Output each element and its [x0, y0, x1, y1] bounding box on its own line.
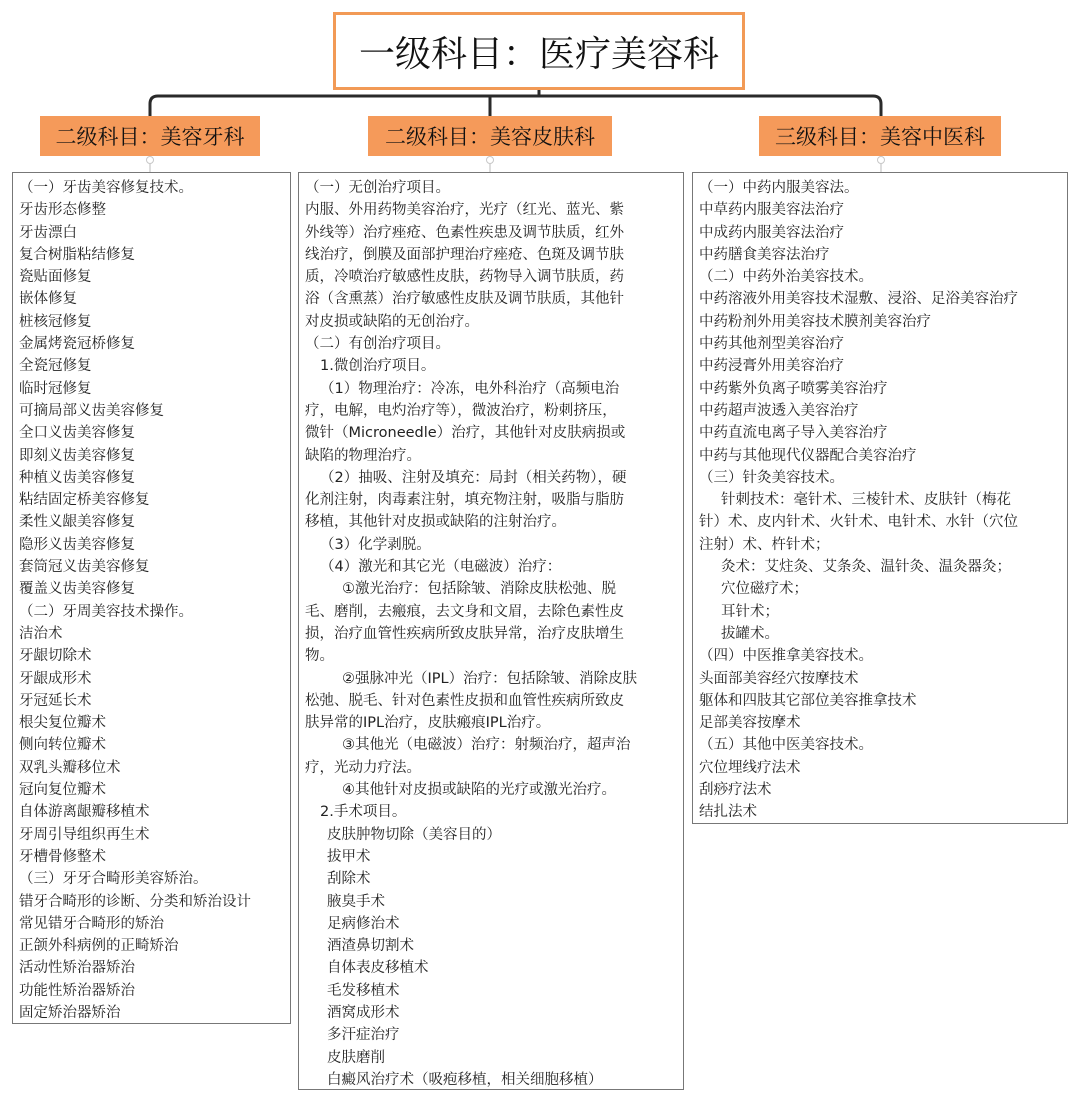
- list-item: ③其他光（电磁波）治疗：射频治疗，超声治: [342, 737, 631, 754]
- list-item: 全口义齿美容修复: [19, 425, 135, 442]
- list-item: 中药直流电离子导入美容治疗: [699, 425, 888, 442]
- list-item: 中药其他剂型美容治疗: [699, 336, 844, 353]
- list-item: 注射）术、杵针术；: [699, 536, 830, 553]
- list-item: 活动性矫治器矫治: [19, 960, 135, 977]
- list-item: 刮除术: [327, 871, 371, 888]
- list-item: 金属烤瓷冠桥修复: [19, 336, 135, 353]
- list-item: （五）其他中医美容技术。: [699, 737, 873, 754]
- list-item: 损，治疗血管性疾病所致皮肤异常，治疗皮肤增生: [305, 625, 624, 642]
- list-item: （3）化学剥脱。: [320, 536, 431, 553]
- list-item: 肤异常的IPL治疗，皮肤瘢痕IPL治疗。: [305, 715, 551, 732]
- branch-dental-title: 二级科目：美容牙科: [40, 116, 260, 156]
- list-item: 耳针术；: [721, 603, 779, 620]
- list-item: 自体表皮移植术: [327, 960, 429, 977]
- list-item: 质，冷喷治疗敏感性皮肤，药物导入调节肤质，药: [305, 269, 624, 286]
- list-item: 疗，电解，电灼治疗等），微波治疗，粉刺挤压，: [305, 402, 617, 419]
- list-item: （四）中医推拿美容技术。: [699, 648, 873, 665]
- list-item: 全瓷冠修复: [19, 358, 92, 375]
- list-item: 中药超声波透入美容治疗: [699, 402, 859, 419]
- list-item: 牙槽骨修整术: [19, 848, 106, 865]
- list-item: 牙周引导组织再生术: [19, 826, 150, 843]
- list-item: （4）激光和其它光（电磁波）治疗：: [320, 559, 562, 576]
- collapse-dot-icon: [486, 156, 494, 164]
- dental-items-panel: [12, 172, 291, 1024]
- list-item: 针）术、皮内针术、火针术、电针术、水针（穴位: [699, 514, 1018, 531]
- list-item: 牙冠延长术: [19, 692, 92, 709]
- list-item: 1.微创治疗项目。: [320, 358, 436, 375]
- list-item: 毛发移植术: [327, 982, 400, 999]
- tcm-items-panel: [692, 172, 1068, 824]
- list-item: 疗，光动力疗法。: [305, 759, 421, 776]
- list-item: ④其他针对皮损或缺陷的光疗或激光治疗。: [342, 782, 616, 799]
- list-item: 松弛、脱毛、针对色素性皮损和血管性疾病所致皮: [305, 692, 624, 709]
- list-item: 腋臭手术: [327, 893, 385, 910]
- list-item: 牙齿形态修整: [19, 202, 106, 219]
- list-item: 中药溶液外用美容技术湿敷、浸浴、足浴美容治疗: [699, 291, 1018, 308]
- list-item: 嵌体修复: [19, 291, 77, 308]
- list-item: 2.手术项目。: [320, 804, 407, 821]
- list-item: 内服、外用药物美容治疗，光疗（红光、蓝光、紫: [305, 202, 624, 219]
- list-item: 中药浸膏外用美容治疗: [699, 358, 844, 375]
- list-item: （二）牙周美容技术操作。: [19, 603, 193, 620]
- list-item: （一）中药内服美容法。: [699, 180, 859, 196]
- list-item: 可摘局部义齿美容修复: [19, 402, 164, 419]
- list-item: 皮肤肿物切除（美容目的）: [327, 826, 501, 843]
- branch-dermatology-title: 二级科目：美容皮肤科: [368, 116, 612, 156]
- list-item: 双乳头瓣移位术: [19, 759, 121, 776]
- list-item: 缺陷的物理治疗。: [305, 447, 421, 464]
- list-item: ②强脉冲光（IPL）治疗：包括除皱、消除皮肤: [342, 670, 638, 687]
- list-item: 拔罐术。: [721, 625, 779, 642]
- list-item: 灸术：艾炷灸、艾条灸、温针灸、温灸器灸；: [721, 559, 1011, 576]
- list-item: 物。: [305, 648, 334, 665]
- list-item: 桩核冠修复: [19, 313, 92, 330]
- list-item: 头面部美容经穴按摩技术: [699, 670, 859, 687]
- list-item: 中药粉剂外用美容技术膜剂美容治疗: [699, 313, 931, 330]
- list-item: 柔性义龈美容修复: [19, 514, 135, 531]
- list-item: 隐形义齿美容修复: [19, 536, 135, 553]
- list-item: 临时冠修复: [19, 380, 92, 397]
- list-item: 酒窝成形术: [327, 1004, 400, 1021]
- collapse-dot-icon: [877, 156, 885, 164]
- list-item: 外线等）治疗痤疮、色素性疾患及调节肤质，红外: [305, 224, 624, 241]
- list-item: （1）物理治疗：冷冻，电外科治疗（高频电治: [320, 380, 620, 397]
- list-item: 酒渣鼻切割术: [327, 938, 414, 955]
- list-item: （一）无创治疗项目。: [305, 180, 450, 196]
- list-item: 根尖复位瓣术: [19, 715, 106, 732]
- list-item: 毛、磨削，去瘢痕，去文身和文眉，去除色素性皮: [305, 603, 624, 620]
- list-item: （三）针灸美容技术。: [699, 469, 844, 486]
- list-item: 复合树脂粘结修复: [19, 246, 135, 263]
- list-item: 牙龈切除术: [19, 648, 92, 665]
- list-item: 多汗症治疗: [327, 1027, 400, 1044]
- list-item: 拔甲术: [327, 848, 371, 865]
- list-item: 冠向复位瓣术: [19, 782, 106, 799]
- list-item: 牙齿漂白: [19, 224, 77, 241]
- list-item: 中药膳食美容法治疗: [699, 246, 830, 263]
- list-item: 侧向转位瓣术: [19, 737, 106, 754]
- list-item: （2）抽吸、注射及填充：局封（相关药物），硬: [320, 469, 627, 486]
- list-item: 瓷贴面修复: [19, 269, 92, 286]
- list-item: 粘结固定桥美容修复: [19, 492, 150, 509]
- dermatology-items-panel: [298, 172, 684, 1090]
- list-item: 足病修治术: [327, 915, 400, 932]
- list-item: 自体游离龈瓣移植术: [19, 804, 150, 821]
- list-item: 对皮损或缺陷的无创治疗。: [305, 313, 479, 330]
- list-item: 穴位埋线疗法术: [699, 759, 801, 776]
- list-item: 牙龈成形术: [19, 670, 92, 687]
- list-item: 即刻义齿美容修复: [19, 447, 135, 464]
- list-item: 中药与其他现代仪器配合美容治疗: [699, 447, 917, 464]
- list-item: 躯体和四肢其它部位美容推拿技术: [699, 692, 917, 709]
- list-item: 中成药内服美容法治疗: [699, 224, 844, 241]
- list-item: 结扎法术: [699, 804, 757, 821]
- list-item: 洁治术: [19, 625, 63, 642]
- root-node-title: 一级科目：医疗美容科: [333, 12, 745, 90]
- list-item: 白癜风治疗术（吸疱移植，相关细胞移植）: [327, 1071, 603, 1088]
- list-item: 刮痧疗法术: [699, 782, 772, 799]
- list-item: 化剂注射，肉毒素注射，填充物注射，吸脂与脂肪: [305, 492, 624, 509]
- list-item: 覆盖义齿美容修复: [19, 581, 135, 598]
- list-item: 移植，其他针对皮损或缺陷的注射治疗。: [305, 514, 566, 531]
- list-item: 种植义齿美容修复: [19, 469, 135, 486]
- list-item: 浴（含熏蒸）治疗敏感性皮肤及调节肤质，其他针: [305, 291, 624, 308]
- list-item: （三）牙牙合畸形美容矫治。: [19, 871, 208, 888]
- list-item: 套筒冠义齿美容修复: [19, 559, 150, 576]
- list-item: 皮肤磨削: [327, 1049, 385, 1066]
- collapse-dot-icon: [146, 156, 154, 164]
- list-item: 针刺技术：毫针术、三棱针术、皮肤针（梅花: [721, 492, 1011, 509]
- list-item: 固定矫治器矫治: [19, 1004, 121, 1021]
- list-item: 穴位磁疗术；: [721, 581, 808, 598]
- list-item: 中药紫外负离子喷雾美容治疗: [699, 380, 888, 397]
- list-item: （二）有创治疗项目。: [305, 336, 450, 353]
- branch-tcm-title: 三级科目：美容中医科: [759, 116, 1001, 156]
- list-item: 中草药内服美容法治疗: [699, 202, 844, 219]
- list-item: 足部美容按摩术: [699, 715, 801, 732]
- list-item: （一）牙齿美容修复技术。: [19, 180, 193, 196]
- list-item: 错牙合畸形的诊断、分类和矫治设计: [19, 893, 251, 910]
- list-item: 常见错牙合畸形的矫治: [19, 915, 164, 932]
- list-item: 微针（Microneedle）治疗，其他针对皮肤病损或: [305, 425, 626, 442]
- list-item: 功能性矫治器矫治: [19, 982, 135, 999]
- list-item: ①激光治疗：包括除皱、消除皮肤松弛、脱: [342, 581, 616, 598]
- list-item: （二）中药外治美容技术。: [699, 269, 873, 286]
- list-item: 正颌外科病例的正畸矫治: [19, 938, 179, 955]
- list-item: 线治疗，倒膜及面部护理治疗痤疮、色斑及调节肤: [305, 246, 624, 263]
